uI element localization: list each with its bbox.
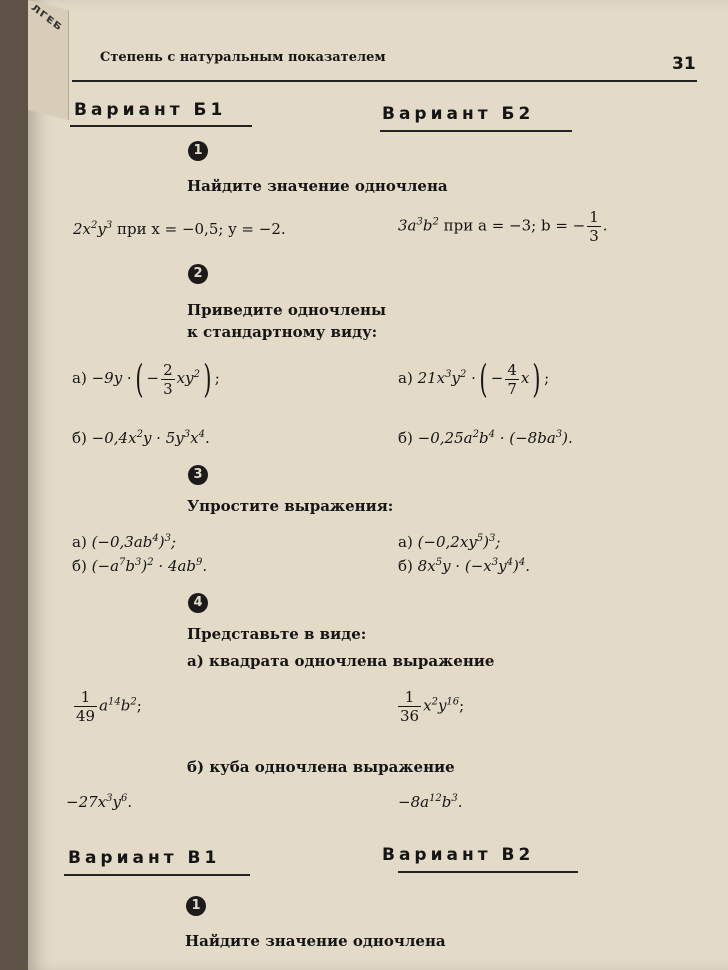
task-3-heading: Упростите выражения: xyxy=(187,497,394,515)
task-2-heading-line2: к стандартному виду: xyxy=(187,323,378,341)
task-2-number: 2 xyxy=(188,264,208,284)
variant-v1-underline xyxy=(64,874,250,876)
running-head: Степень с натуральным показателем xyxy=(100,50,386,65)
task-1-b2: $3a^3b^2$ при a = −3; b = − $\frac{1}{3}$ . xyxy=(398,208,608,245)
task-4-b1-a: $\frac{1}{49}$ $a^{14}b^2$; xyxy=(76,688,142,725)
task-4-sub-a: а) квадрата одночлена выражение xyxy=(187,652,495,670)
task-3-number: 3 xyxy=(188,465,208,485)
task-4-b2-b: $-8a^{12}b^3$. xyxy=(398,793,463,811)
next-task-heading: Найдите значение одночлена xyxy=(185,932,446,950)
task-4-b1-b: $-27x^3y^6$. xyxy=(66,793,133,811)
variant-b2-title: Вариант Б2 xyxy=(382,104,535,124)
task-4-heading: Представьте в виде: xyxy=(187,625,367,643)
task-4-sub-b: б) куба одночлена выражение xyxy=(187,758,455,776)
task-2-b2-a: а) $21x^3y^2$ ·( − $\frac{4}{7}$ x) ; xyxy=(398,357,550,401)
task-2-b1-b: $б) -0,4x^2y \cdot 5y^3x^4$. xyxy=(72,429,210,447)
next-task-number: 1 xyxy=(186,896,206,916)
header-rule xyxy=(72,80,697,82)
variant-v1-title: Вариант В1 xyxy=(68,848,221,868)
task-2-b2-b: $б) -0,25a^2b^4 \cdot (-8ba^3)$. xyxy=(398,429,573,447)
task-2-heading-line1: Приведите одночлены xyxy=(187,301,387,319)
task-1-b1: $2x^2y^3$ при x = −0,5; y = −2. xyxy=(73,220,286,238)
task-3-b1-a: а) $(-0,3ab^4)^3$; xyxy=(72,533,177,551)
task-3-b2-b: б) $8x^5y \cdot (-x^3y^4)^4$. xyxy=(398,557,530,575)
task-4-number: 4 xyxy=(188,593,208,613)
page-number: 31 xyxy=(672,54,696,74)
adjacent-page-spine xyxy=(28,0,69,120)
task-1-heading: Найдите значение одночлена xyxy=(187,177,448,195)
variant-v2-title: Вариант В2 xyxy=(382,845,535,865)
variant-b1-title: Вариант Б1 xyxy=(74,100,227,120)
spine-text: ЛГЕБ xyxy=(29,2,64,34)
variant-v2-underline xyxy=(398,871,578,873)
task-3-b2-a: а) $(-0,2xy^5)^3$; xyxy=(398,533,501,551)
task-3-b1-b: б) $(-a^7b^3)^2 \cdot 4ab^9$. xyxy=(72,557,208,575)
textbook-page xyxy=(28,0,728,970)
task-4-b2-a: $\frac{1}{36}$ $x^2y^{16}$; xyxy=(400,688,465,725)
variant-b1-underline xyxy=(70,125,252,127)
task-1-number: 1 xyxy=(188,141,208,161)
variant-b2-underline xyxy=(380,130,572,132)
task-2-b1-a: а) −9y ·( − $\frac{2}{3}$ $xy^2$) ; xyxy=(72,357,220,401)
